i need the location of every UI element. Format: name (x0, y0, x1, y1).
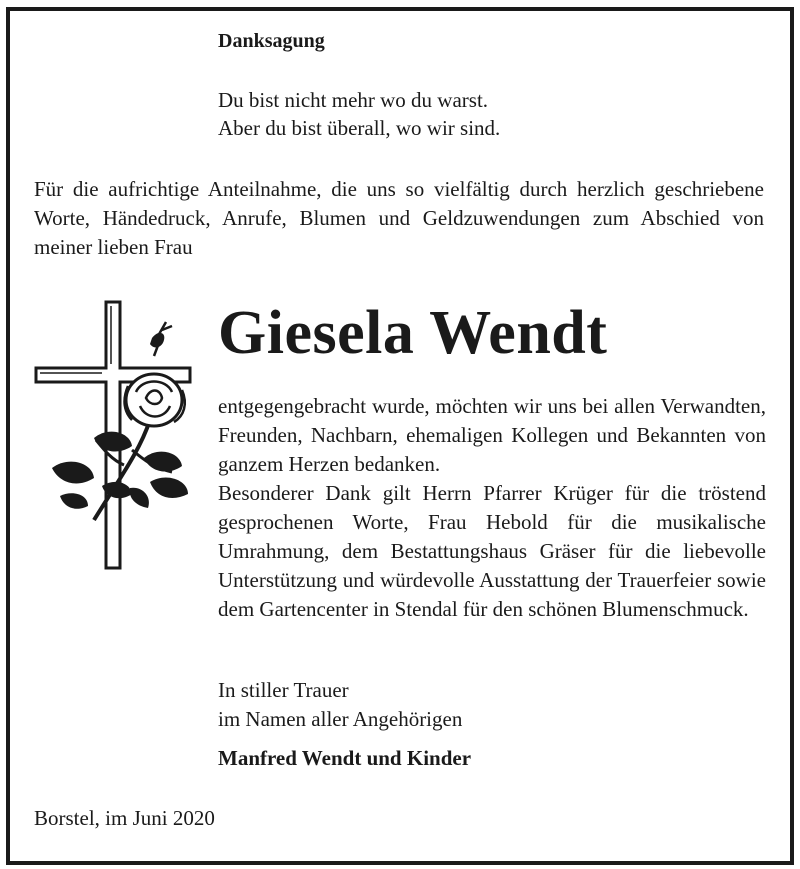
thanks-body (218, 392, 766, 624)
signature-names: Manfred Wendt und Kinder (218, 746, 472, 770)
thanks-paragraph-2: Besonderer Dank gilt Herrn Pfarrer Krüger für die tröstend gesprochenen Worte, Frau Hebold für die musikalische Umrahmung, dem Bestattungshaus Gräser für die liebevolle Unterstützung und würdevolle Ausstattung der Trauerfeier sowie dem Gartencenter in Stendal für den schönen Blumenschmuck. (218, 481, 766, 621)
deceased-name: Giesela Wendt (218, 299, 608, 367)
signature-line-1: In stiller Trauer (218, 678, 349, 702)
verse-line-2: Aber du bist überall, wo wir sind. (218, 116, 501, 140)
thanks-paragraph-1: entgegengebracht wurde, möchten wir uns bei allen Verwandten, Freunden, Nachbarn, ehemaligen Kollegen und Bekannten von ganzem Herzen bedanken. (218, 394, 766, 476)
notice-heading: Danksagung (218, 30, 325, 52)
intro-paragraph: Für die aufrichtige Anteilnahme, die uns so vielfältig durch herzlich geschriebene Worte, Händedruck, Anrufe, Blumen und Geldzuwendungen zum Abschied von meiner lieben Frau (34, 177, 764, 259)
cross-with-rose-icon (32, 300, 202, 572)
place-date: Borstel, im Juni 2020 (34, 806, 215, 830)
signature-line-2: im Namen aller Angehörigen (218, 707, 463, 731)
verse-line-1: Du bist nicht mehr wo du warst. (218, 88, 489, 112)
